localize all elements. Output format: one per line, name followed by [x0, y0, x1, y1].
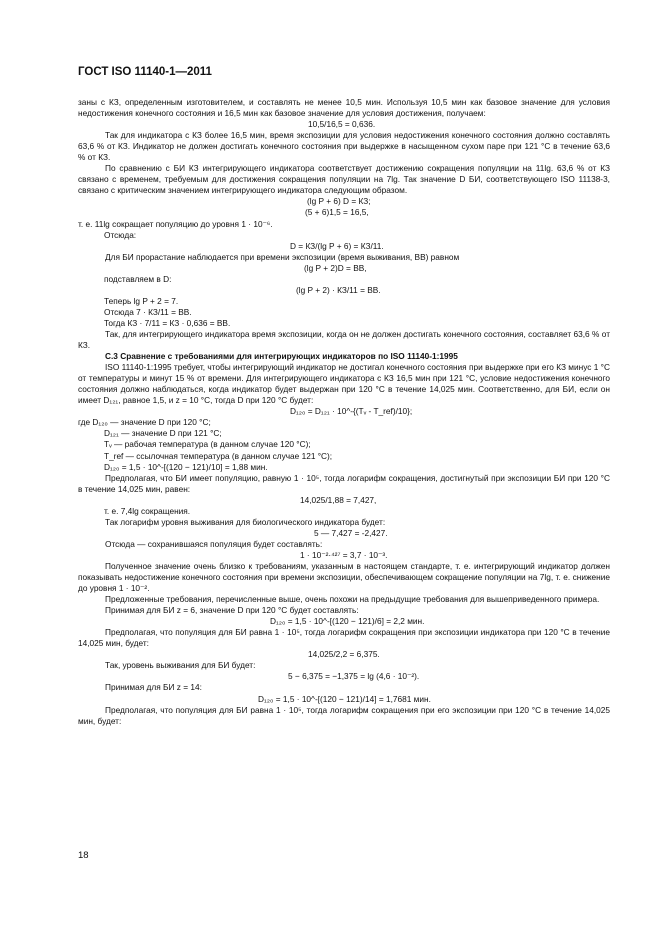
paragraph: Предполагая, что популяция для БИ равна 1 · 10⁵, тогда логарифм сокращения при его экспозиции при 120 °С в течение 14,025 мин, будет: [78, 704, 610, 726]
equation-line: 5 − 6,375 = −1,375 = lg (4,6 · 10⁻²). [288, 671, 420, 682]
paragraph: Полученное значение очень близко к требованиям, указанным в настоящем стандарте, т. е. интегрирующий индикатор должен показывать недостижение конечного состояния при времени экспозиции, обеспечивающем сокращение популяции на 7lg, т. е. снижение до уровня 1 · 10⁻². [78, 560, 610, 594]
equation-line: D₁₂₀ = D₁₂₁ · 10^-{(Tᵥ - T_ref)/10}; [290, 406, 413, 417]
paragraph: Для БИ прорастание наблюдается при времени экспозиции (время выживания, ВВ) равном [105, 251, 460, 262]
paragraph: Отсюда 7 · КЗ/11 = ВВ. [104, 306, 192, 317]
paragraph: где D₁₂₀ — значение D при 120 °С; [78, 417, 211, 428]
paragraph: заны с КЗ, определенным изготовителем, и составлять не менее 10,5 мин. Используя 10,5 мин как базовое значение для условия недостижения конечного состояния и 16,5 мин как базовое значение для условия достижения, получаем: [78, 97, 610, 119]
paragraph: Так, для интегрирующего индикатора время экспозиции, когда он не должен достигать конечного состояния, составляет 63,6 % от КЗ. [78, 328, 610, 351]
paragraph: т. е. 7,4lg сокращения. [104, 505, 191, 516]
paragraph: Теперь lg P + 2 = 7. [104, 295, 179, 306]
paragraph: Предложенные требования, перечисленные выше, очень похожи на предыдущие требования для вышеприведенного примера. [105, 594, 600, 605]
paragraph: подставляем в D: [104, 273, 172, 284]
document-header: ГОСТ ISO 11140-1—2011 [78, 66, 212, 78]
paragraph: Предполагая, что БИ имеет популяцию, равную 1 · 10⁵, тогда логарифм сокращения, достигнутый при экспозиции БИ при 120 °С в течение 14,025 мин, равен: [78, 472, 610, 494]
paragraph: Отсюда — сохранившаяся популяция будет составлять: [105, 538, 323, 549]
equation-line: 1 · 10⁻²·⁴²⁷ = 3,7 · 10⁻³. [300, 549, 388, 560]
page-number: 18 [78, 850, 89, 861]
paragraph: Так для индикатора с КЗ более 16,5 мин, время экспозиции для условия недостижения конечного состояния должно составлять 63,6 % от КЗ. Индикатор не должен достигать конечного состояния при выдержке в насыщенном сухом паре при 121 °С в течение 63,6 % от КЗ. [78, 130, 610, 163]
section-heading: С.3 Сравнение с требованиями для интегрирующих индикаторов по ISO 11140-1:1995 [105, 351, 458, 362]
paragraph: Так, уровень выживания для БИ будет: [105, 660, 256, 671]
paragraph: Так логарифм уровня выживания для биологического индикатора будет: [105, 516, 386, 527]
paragraph: По сравнению с БИ КЗ интегрирующего индикатора соответствует достижению сокращения популяции на 11lg. 63,6 % от КЗ связано с временем, требуемым для достижения сокращения популяции на 7lg. Так значение D БИ, соответствующего ISO 11138-3, связано с критическим значением интегрирующего индикатора следующим образом. [78, 163, 610, 196]
equation-line: 5 — 7,427 = -2,427. [314, 527, 388, 538]
paragraph: Тогда КЗ · 7/11 = КЗ · 0,636 = ВВ. [104, 317, 231, 328]
equation-line: (lg P + 2)D = ВВ, [304, 262, 367, 273]
paragraph: Предполагая, что популяция для БИ равна 1 · 10⁵, тогда логарифм сокращения при экспозиции индикатора при 120 °С в течение 14,025 мин, будет: [78, 627, 610, 649]
paragraph: D₁₂₁ — значение D при 121 °С; [104, 428, 222, 439]
equation-line: 14,025/2,2 = 6,375. [308, 649, 380, 660]
paragraph: т. е. 11lg сокращает популяцию до уровня 1 · 10⁻⁶. [78, 218, 273, 229]
equation-line: D₁₂₀ = 1,5 · 10^-[(120 − 121)/14] = 1,7681 мин. [258, 693, 431, 704]
paragraph: ISO 11140-1:1995 требует, чтобы интегрирующий индикатор не достигал конечного состояния при выдержке при его КЗ минус 1 °С от температуры и минут 15 % от времени. Для интегрирующего индикатора с КЗ 16,5 мин при 121 °С, условие недостижения конечного состояния должно наблюдаться, когда индикатор будет выдержан при 120 °С в течение 14,025 мин. Соответственно, для БИ, если он имеет D₁₂₁, равное 1,5, и z = 10 °С, тогда D при 120 °С будет: [78, 362, 610, 406]
equation-line: (lg P + 2) · КЗ/11 = ВВ. [296, 284, 381, 295]
equation-line: 10,5/16,5 = 0,636. [308, 119, 376, 130]
document-body [78, 97, 610, 727]
paragraph: Принимая для БИ z = 14: [105, 682, 202, 693]
equation-line: D = КЗ/(lg P + 6) = КЗ/11. [290, 240, 384, 251]
equation-line: 14,025/1,88 = 7,427, [300, 494, 377, 505]
paragraph: Tᵥ — рабочая температура (в данном случае 120 °С); [104, 439, 311, 450]
paragraph: T_ref — ссылочная температура (в данном случае 121 °С); [104, 450, 333, 461]
equation-line: (lg P + 6) D = КЗ; [307, 196, 371, 207]
equation-line: (5 + 6)1,5 = 16,5, [305, 207, 369, 218]
equation-line: D₁₂₀ = 1,5 · 10^-[(120 − 121)/6] = 2,2 мин. [270, 616, 425, 627]
paragraph: Принимая для БИ z = 6, значение D при 120 °С будет составлять: [105, 605, 359, 616]
paragraph: Отсюда: [104, 229, 137, 240]
paragraph: D₁₂₀ = 1,5 · 10^-[(120 − 121)/10] = 1,88 мин. [104, 461, 268, 472]
